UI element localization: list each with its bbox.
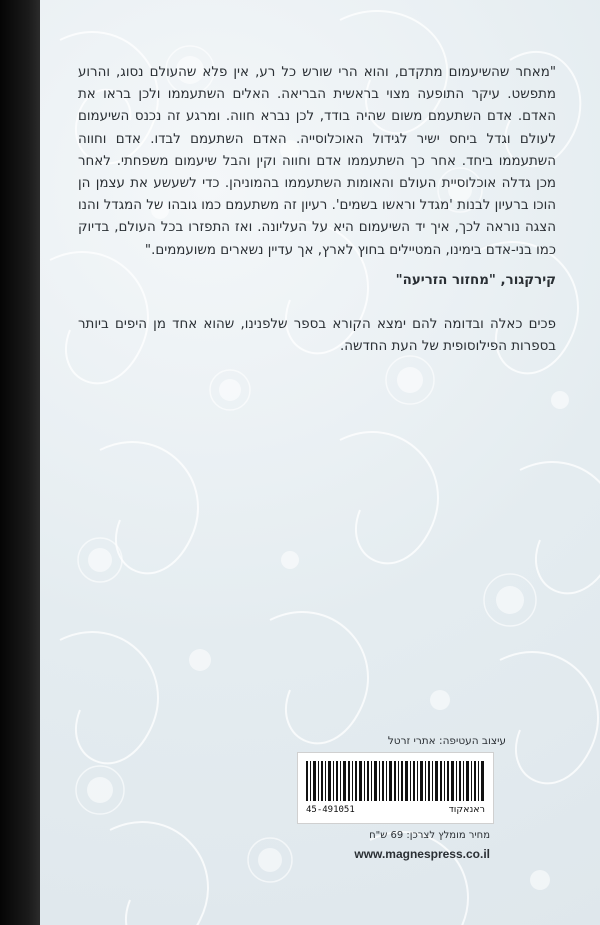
barcode-label (297, 752, 494, 824)
publisher-website[interactable]: www.magnespress.co.il (354, 847, 490, 861)
description-paragraph: פכים כאלה ובדומה להם ימצא הקורא בספר שלפנינו, שהוא אחד מן היפים ביותר בספרות הפילוסופית של העת החדשה. (78, 317, 556, 355)
cover-design-credit: עיצוב העטיפה: אתרי זרטל (387, 735, 506, 747)
recommended-price: מחיר מומלץ לצרכן: 69 ש"ח (369, 830, 490, 841)
barcode-number: 45-491051 (306, 805, 355, 815)
barcode-label-text: ראנאקוד (448, 804, 485, 815)
cover-panel (40, 0, 600, 925)
back-cover-text (78, 62, 556, 358)
quote-attribution: קירקגור, "מחזור הזריעה" (395, 272, 556, 288)
book-spine (0, 0, 40, 925)
kierkegaard-quote: "מאחר שהשיעמום מתקדם, והוא הרי שורש כל רע, אין פלא שהעולם נסוג, והרוע מתפשט. עיקר התופעה מצוי בראשית הבריאה. האלים השתעממו ולכן בראו את האדם. אדם השתעמם משום שהיה בודד, לכן נברא חווה. ומרגע זה נכנס השיעמום לעולם וגדל ביחס ישיר לגידול האוכלוסייה. האדם השתעמם לבדו. אדם וחווה השתעממו ביחד. אחר כך השתעממו אדם וחווה וקין והבל שיעמום משפחתי. לאחר מכן גדלה אוכלוסיית העולם והאומות השתעממו בהמוניהן. כדי לשעשע את עצמן הן הוכו ברעיון לבנות 'מגדל וראשו בשמים'. רעיון זה משתעמם כמו גובהו של המגדל והנו הצגה נוראה לכך, איך יד השיעמום היא על העליונה. ואז התפזרו בכל העולם, בדיוק כמו בני-אדם בימינו, המטיילים בחוץ לארץ, אך עדיין נשארים משועממים." (78, 65, 556, 258)
barcode-icon (306, 761, 484, 801)
